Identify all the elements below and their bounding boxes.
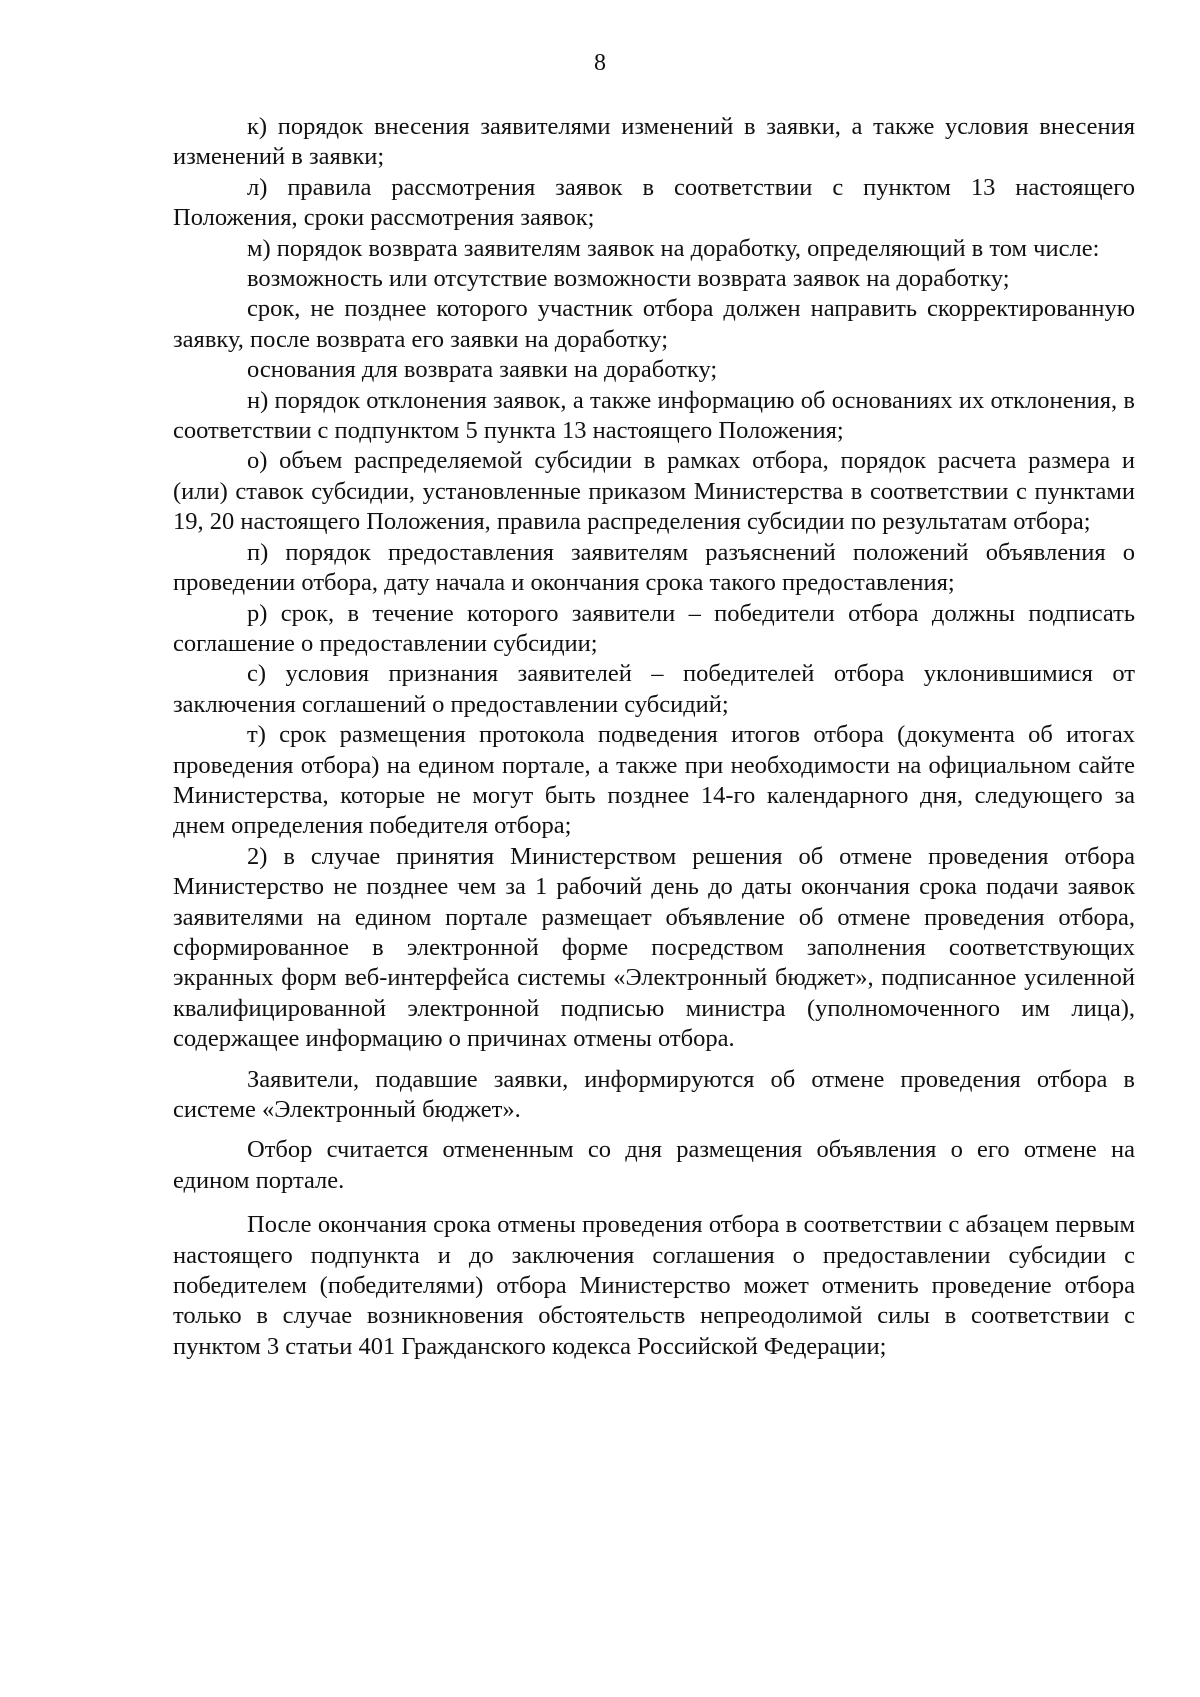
paragraph-after-cancellation: После окончания срока отмены проведения отбора в соответствии с абзацем первым настоящего подпункта и до заключения соглашения о предоставлении субсидии с победителем (победителями) отбора Министерство может отменить проведение отбора только в случае возникновения обстоятельств непреодолимой силы в соответствии с пунктом 3 статьи 401 Гражданского кодекса Российской Федерации;	[173, 1211, 1135, 1360]
paragraph-t: т) срок размещения протокола подведения итогов отбора (документа об итогах проведения отбора) на едином портале, а также при необходимости на официальном сайте Министерства, которые не могут быть позднее 14-го календарного дня, следующего за днем определения победителя отбора;	[173, 721, 1135, 840]
paragraph-k: к) порядок внесения заявителями изменений в заявки, а также условия внесения изменений в заявки;	[173, 113, 1135, 171]
page-number: 8	[594, 50, 606, 76]
paragraph-s: с) условия признания заявителей – победителей отбора уклонившимися от заключения соглашений о предоставлении субсидий;	[173, 660, 1135, 718]
paragraph-m-item-3: основания для возврата заявки на доработку;	[247, 356, 718, 384]
paragraph-p: п) порядок предоставления заявителям разъяснений положений объявления о проведении отбора, дату начала и окончания срока такого предоставления;	[173, 538, 1135, 597]
paragraph-m-item-1: возможность или отсутствие возможности возврата заявок на доработку;	[247, 265, 1010, 293]
paragraph-o: о) объем распределяемой субсидии в рамках отбора, порядок расчета размера и (или) ставок субсидии, установленные приказом Министерства в соответствии с пунктами 19, 20 настоящего Положения, правила распределения субсидии по результатам отбора;	[173, 447, 1135, 536]
paragraph-2: 2) в случае принятия Министерством решения об отмене проведения отбора Министерство не позднее чем за 1 рабочий день до даты окончания срока подачи заявок заявителями на едином портале размещает объявление об отмене проведения отбора, сформированное в электронной форме посредством заполнения соответствующих экранных форм веб-интерфейса системы «Электронный бюджет», подписанное усиленной квалифицированной электронной подписью министра (уполномоченного им лица), содержащее информацию о причинах отмены отбора.	[173, 842, 1135, 1053]
paragraph-applicants-informed: Заявители, подавшие заявки, информируются об отмене проведения отбора в системе «Электронный бюджет».	[173, 1065, 1135, 1123]
paragraph-selection-cancelled: Отбор считается отмененным со дня размещения объявления о его отмене на едином портале.	[173, 1136, 1135, 1194]
paragraph-m-item-2: срок, не позднее которого участник отбора должен направить скорректированную заявку, после возврата его заявки на доработку;	[173, 295, 1135, 353]
paragraph-r: р) срок, в течение которого заявители – победители отбора должны подписать соглашение о предоставлении субсидии;	[173, 599, 1135, 657]
paragraph-l: л) правила рассмотрения заявок в соответствии с пунктом 13 настоящего Положения, сроки рассмотрения заявок;	[173, 173, 1135, 232]
paragraph-m: м) порядок возврата заявителям заявок на доработку, определяющий в том числе:	[247, 234, 1100, 262]
paragraph-n: н) порядок отклонения заявок, а также информацию об основаниях их отклонения, в соответствии с подпунктом 5 пункта 13 настоящего Положения;	[173, 386, 1135, 445]
document-body	[173, 112, 1135, 1362]
